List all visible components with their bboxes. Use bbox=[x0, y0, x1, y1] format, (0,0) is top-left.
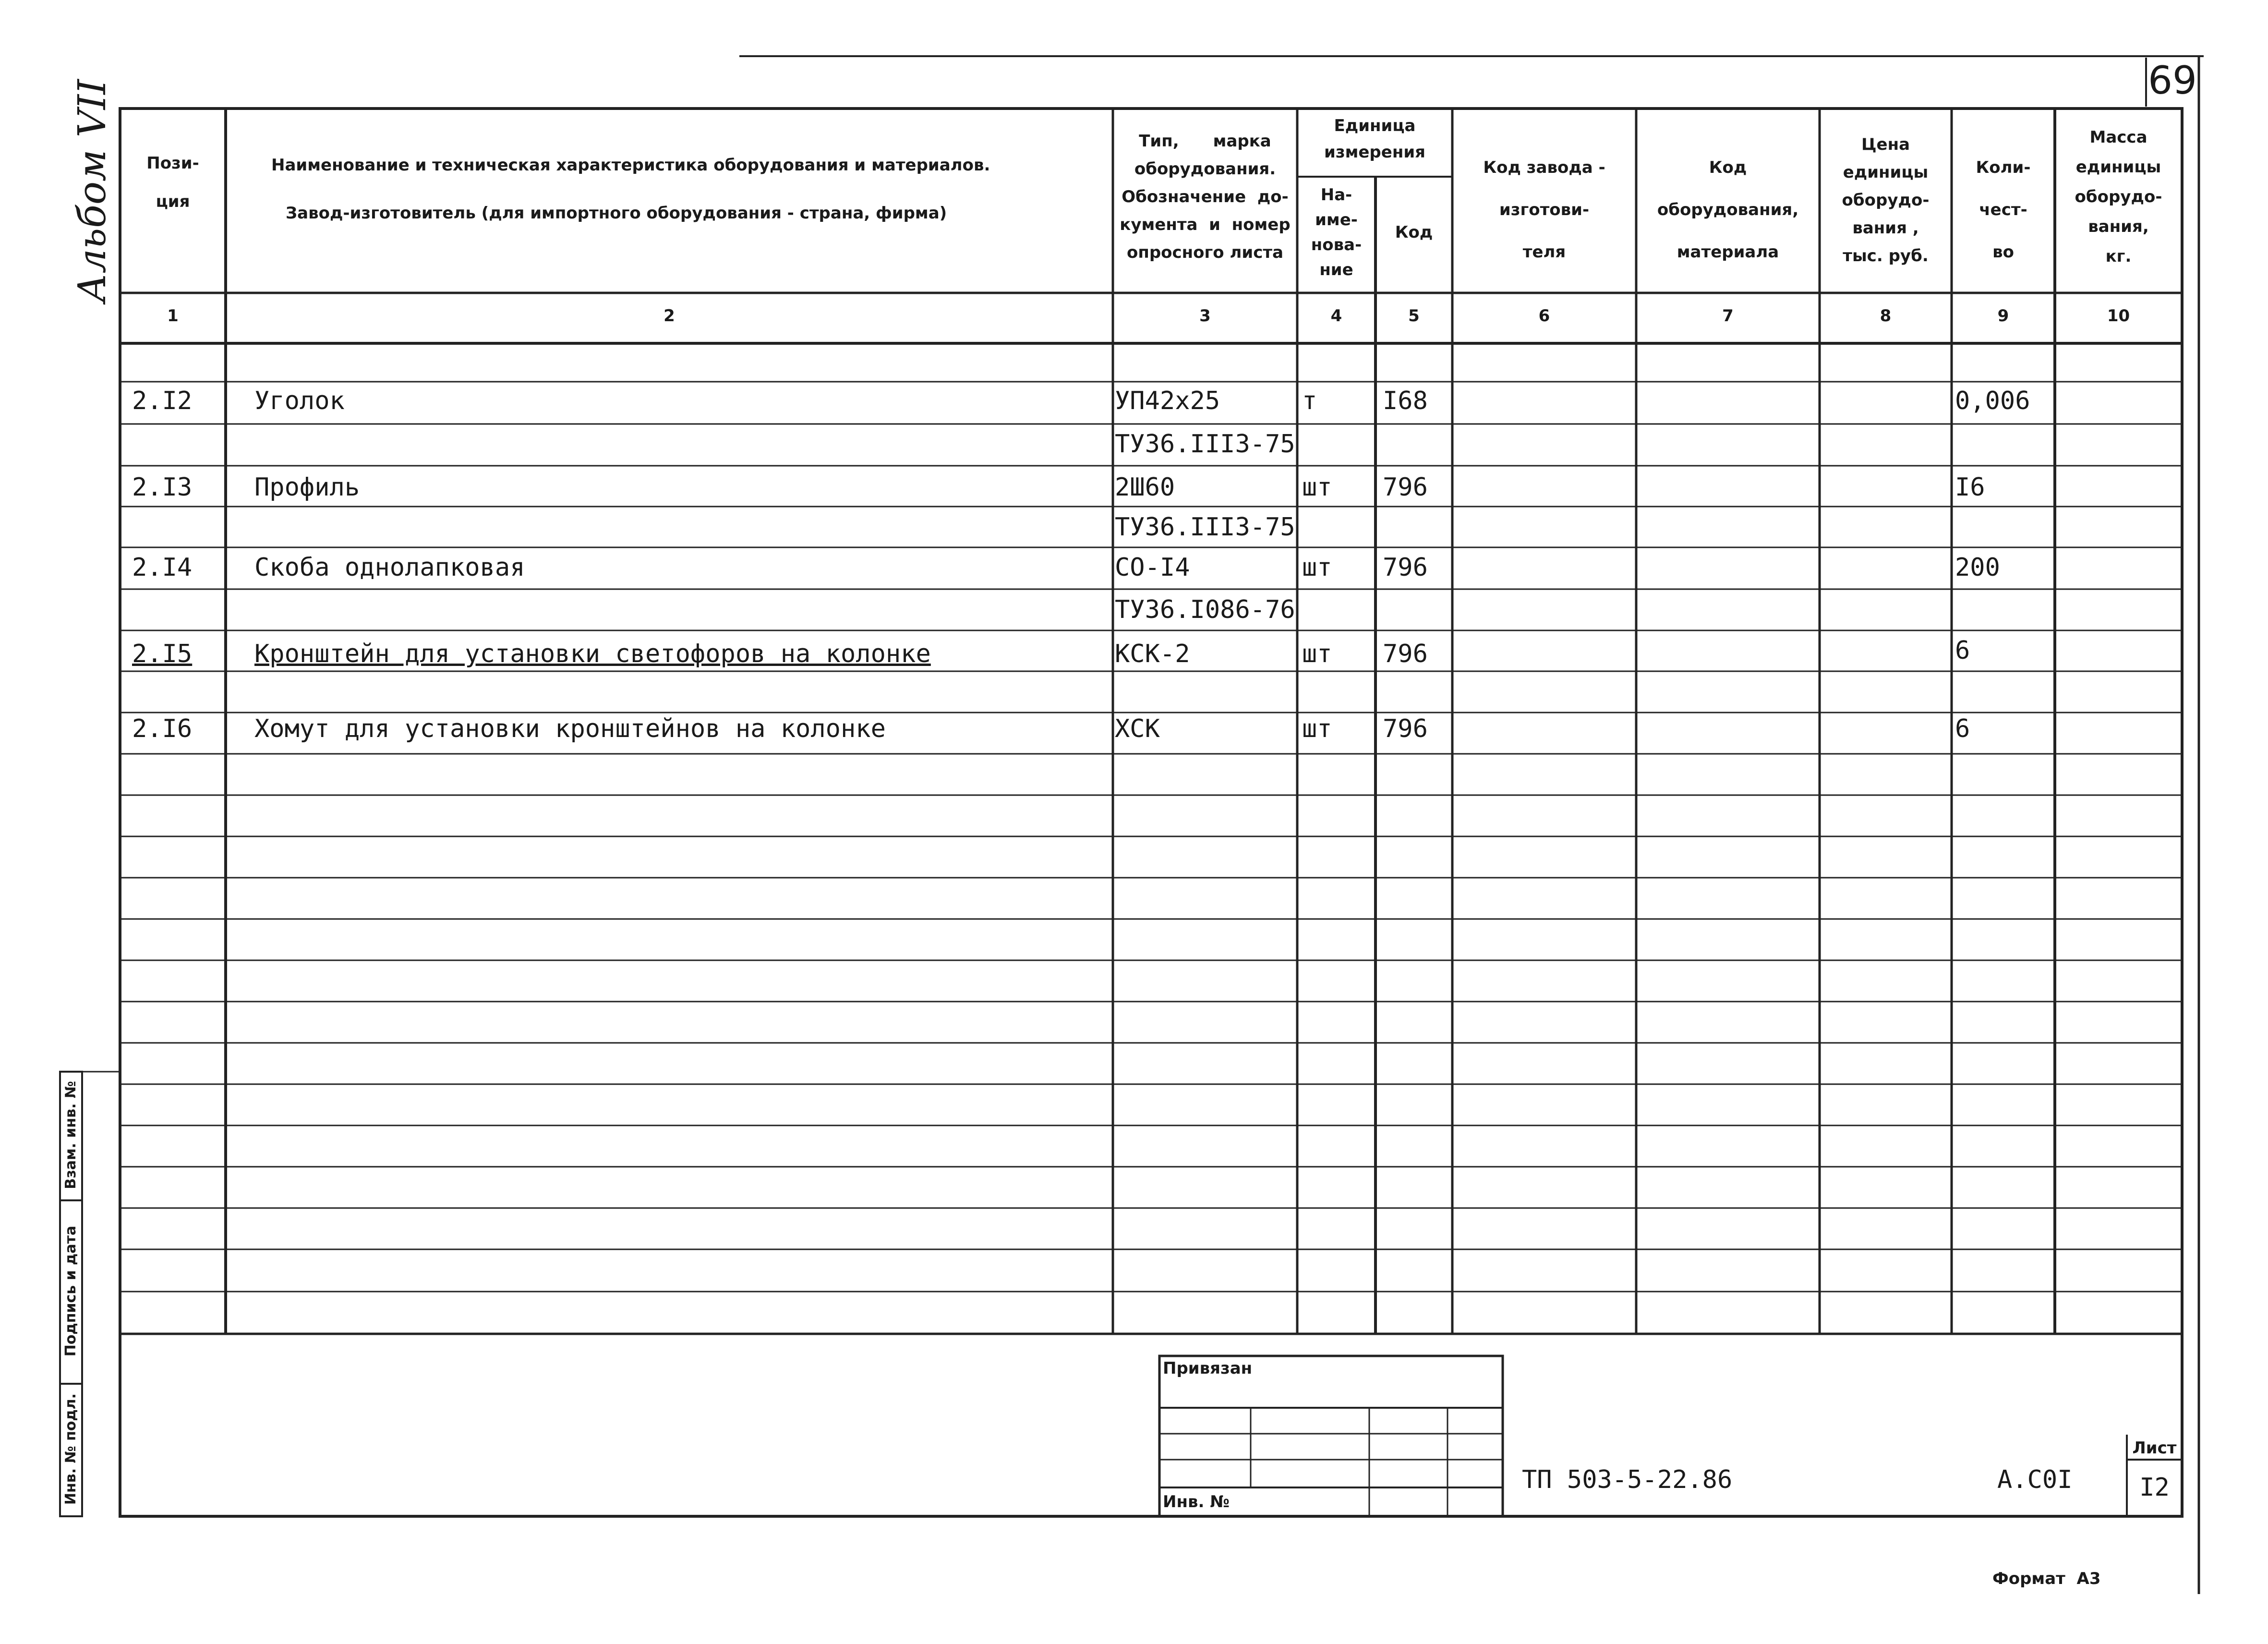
header-unit-code: Код bbox=[1395, 223, 1433, 242]
sheet-number: I2 bbox=[2139, 1473, 2170, 1502]
row-name: Уголок bbox=[254, 387, 345, 415]
sheet-code: А.С0I bbox=[1997, 1465, 2073, 1494]
row-quantity: 6 bbox=[1955, 636, 1970, 665]
row-type: ТУ36.III3-75 bbox=[1115, 513, 1295, 542]
row-name: Хомут для установки кронштейнов на колонке bbox=[254, 714, 886, 743]
row-unit: шт bbox=[1302, 714, 1332, 743]
header-unit-name: На- име- нова- ние bbox=[1311, 185, 1362, 279]
album-label: Альбом VII bbox=[70, 79, 114, 302]
header-equipment-code: Код оборудования, материала bbox=[1657, 158, 1799, 262]
page-number: 69 bbox=[2148, 58, 2197, 103]
header-type: Тип, марка оборудования. Обозначение до- кумента и номер опросного листа bbox=[1120, 132, 1291, 262]
row-type: ТУ36.I086-76 bbox=[1115, 595, 1295, 624]
header-name-line1: Наименование и техническая характеристика оборудования и материалов. bbox=[271, 156, 990, 175]
header-position: Пози- ция bbox=[146, 154, 199, 211]
column-number: 2 bbox=[664, 306, 675, 326]
row-type: КСК-2 bbox=[1115, 640, 1190, 668]
row-unit: шт bbox=[1302, 473, 1332, 502]
column-number: 10 bbox=[2107, 306, 2130, 326]
row-position: 2.I5 bbox=[132, 640, 193, 668]
row-position: 2.I2 bbox=[132, 387, 193, 415]
row-name: Скоба однолапковая bbox=[254, 553, 525, 582]
row-code: 796 bbox=[1383, 714, 1428, 743]
row-type: УП42х25 bbox=[1115, 387, 1220, 415]
row-unit: т bbox=[1302, 387, 1317, 415]
row-quantity: 6 bbox=[1955, 714, 1970, 743]
title-block-attached: Привязан bbox=[1163, 1359, 1253, 1378]
row-position: 2.I3 bbox=[132, 473, 193, 502]
row-code: 796 bbox=[1383, 473, 1428, 502]
row-quantity: I6 bbox=[1955, 473, 1985, 502]
sheet-label: Лист bbox=[2132, 1438, 2177, 1458]
row-name: Профиль bbox=[254, 473, 360, 502]
row-quantity: 200 bbox=[1955, 553, 2000, 582]
column-number: 7 bbox=[1722, 306, 1734, 326]
row-code: 796 bbox=[1383, 640, 1428, 668]
column-number: 8 bbox=[1880, 306, 1892, 326]
row-position: 2.I4 bbox=[132, 553, 193, 582]
row-name: Кронштейн для установки светофоров на колонке bbox=[254, 640, 931, 668]
row-quantity: 0,006 bbox=[1955, 387, 2030, 415]
stamp-signature-date: Подпись и дата bbox=[62, 1225, 79, 1357]
row-type: ХСК bbox=[1115, 714, 1160, 743]
row-type: СО-I4 bbox=[1115, 553, 1190, 582]
column-number: 5 bbox=[1408, 306, 1420, 326]
column-number: 9 bbox=[1997, 306, 2009, 326]
row-position: 2.I6 bbox=[132, 714, 193, 743]
row-type: ТУ36.III3-75 bbox=[1115, 430, 1295, 459]
row-code: 796 bbox=[1383, 553, 1428, 582]
column-number: 3 bbox=[1199, 306, 1211, 326]
document-code: ТП 503-5-22.86 bbox=[1522, 1465, 1733, 1494]
header-quantity: Коли- чест- во bbox=[1976, 158, 2031, 262]
stamp-replacement-inv: Взам. инв. № bbox=[62, 1081, 79, 1189]
header-name-line2: Завод-изготовитель (для импортного оборудования - страна, фирма) bbox=[286, 204, 947, 223]
column-number: 6 bbox=[1538, 306, 1550, 326]
row-unit: шт bbox=[1302, 640, 1332, 668]
header-unit-group: Единица измерения bbox=[1324, 116, 1425, 162]
header-mass: Масса единицы оборудо- вания, кг. bbox=[2075, 128, 2162, 266]
row-code: I68 bbox=[1383, 387, 1428, 415]
header-factory-code: Код завода - изготови- теля bbox=[1483, 158, 1605, 262]
row-type: 2Ш60 bbox=[1115, 473, 1175, 502]
row-unit: шт bbox=[1302, 553, 1332, 582]
title-block-inv-no: Инв. № bbox=[1163, 1492, 1230, 1511]
header-price: Цена единицы оборудо- вания , тыс. руб. bbox=[1842, 135, 1930, 266]
column-number: 1 bbox=[167, 306, 179, 326]
format-label: Формат А3 bbox=[1992, 1569, 2101, 1588]
stamp-original-inv: Инв. № подл. bbox=[62, 1393, 79, 1505]
column-number: 4 bbox=[1330, 306, 1342, 326]
